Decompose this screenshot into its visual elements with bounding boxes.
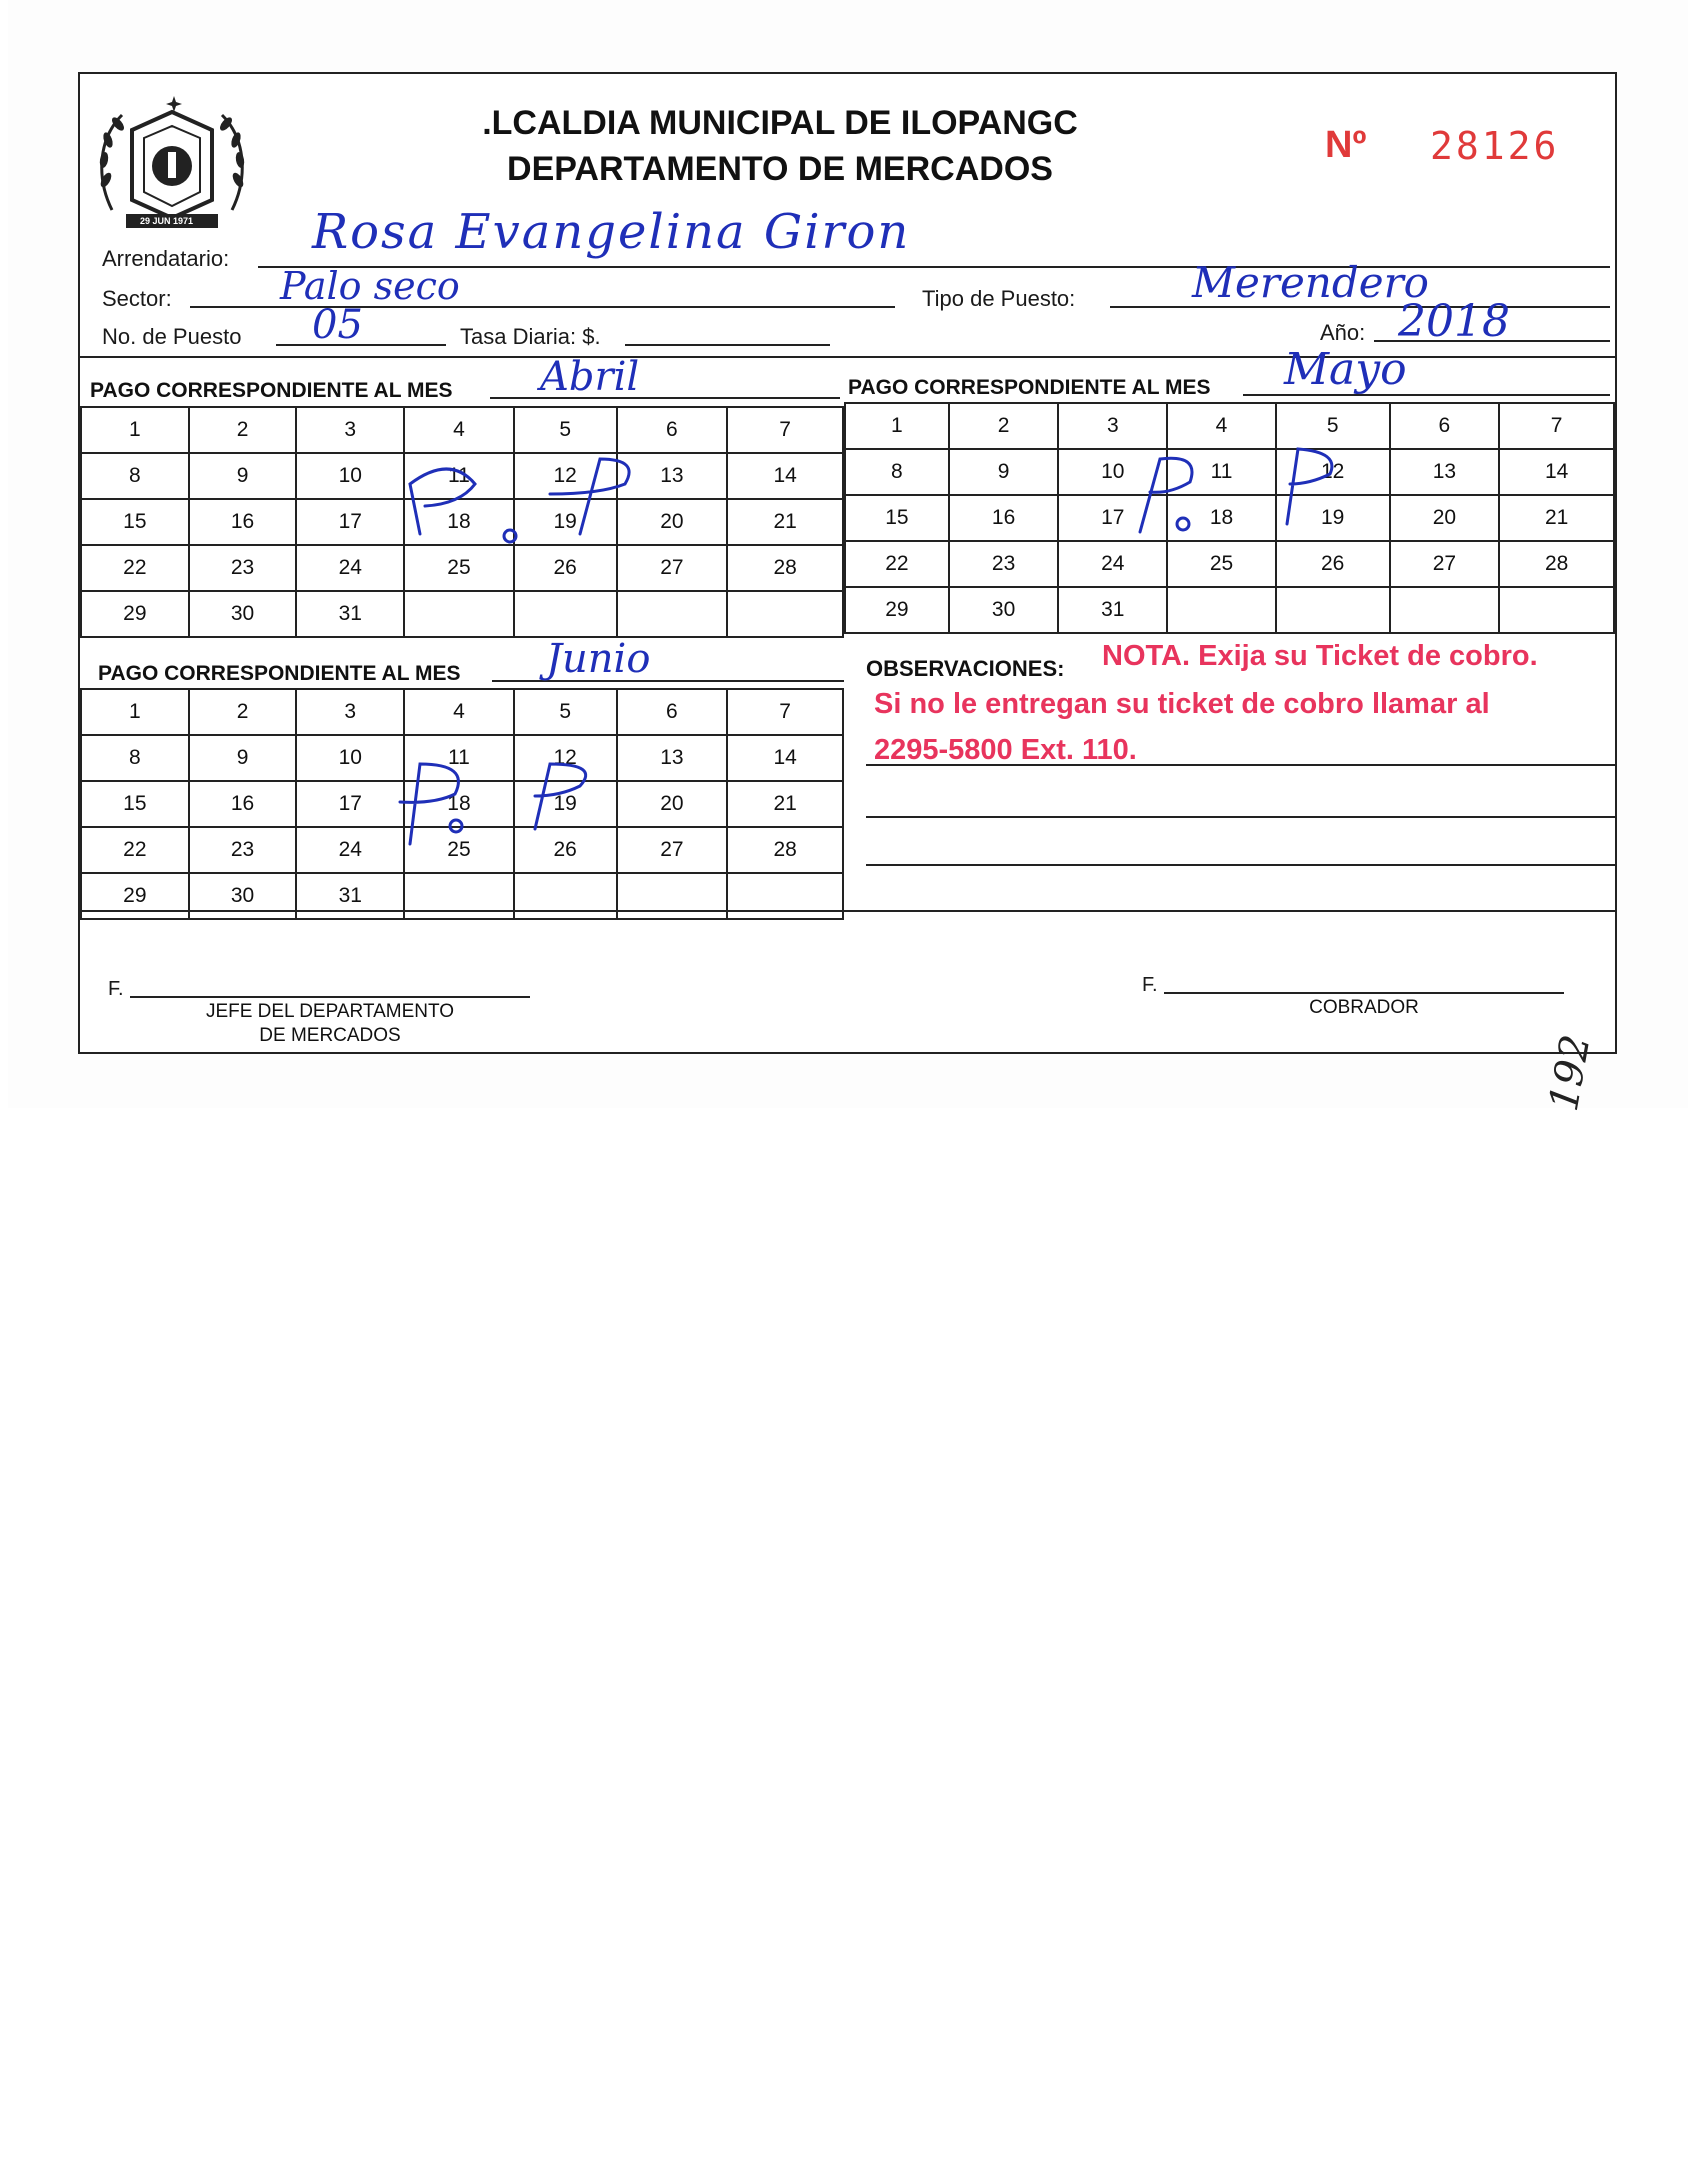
- sector-label: Sector:: [102, 286, 172, 311]
- day-cell: 19: [1276, 495, 1390, 541]
- day-cell: 20: [617, 499, 728, 545]
- day-cell: 3: [1058, 403, 1167, 449]
- day-cell: 15: [845, 495, 949, 541]
- day-cell: [617, 591, 728, 637]
- day-cell: 13: [617, 735, 728, 781]
- no-puesto-label: No. de Puesto: [102, 324, 242, 349]
- day-cell: 25: [1167, 541, 1276, 587]
- day-cell: 31: [296, 591, 404, 637]
- month3-value: Junio: [546, 636, 651, 682]
- day-cell: 16: [189, 781, 297, 827]
- month3-label: PAGO CORRESPONDIENTE AL MES: [98, 662, 461, 685]
- day-cell: 23: [949, 541, 1059, 587]
- day-cell: 6: [1390, 403, 1500, 449]
- day-cell: [1276, 587, 1390, 633]
- month2-day-grid: [844, 402, 1615, 634]
- day-cell: 14: [727, 453, 843, 499]
- day-cell: 22: [845, 541, 949, 587]
- day-cell: 24: [296, 827, 404, 873]
- receipt-number: 28126: [1430, 124, 1560, 168]
- day-cell: 26: [1276, 541, 1390, 587]
- day-cell: [1499, 587, 1614, 633]
- day-cell: [727, 591, 843, 637]
- day-cell: 27: [1390, 541, 1500, 587]
- day-cell: 2: [189, 407, 297, 453]
- day-cell: [514, 873, 617, 919]
- jefe-title-line-2: DE MERCADOS: [259, 1025, 401, 1046]
- day-cell: 18: [404, 781, 514, 827]
- day-cell: 4: [404, 689, 514, 735]
- day-cell: 7: [727, 689, 843, 735]
- day-cell: 1: [845, 403, 949, 449]
- nota-line-2: Si no le entregan su ticket de cobro llamar al: [874, 688, 1490, 720]
- day-cell: 11: [1167, 449, 1276, 495]
- day-cell: 10: [1058, 449, 1167, 495]
- jefe-signature-line: [130, 996, 530, 998]
- cobrador-signature-prefix: F.: [1142, 974, 1158, 996]
- day-cell: 25: [404, 827, 514, 873]
- day-cell: 18: [404, 499, 514, 545]
- anio-value: 2018: [1398, 296, 1510, 347]
- day-cell: 15: [81, 781, 189, 827]
- day-cell: 31: [1058, 587, 1167, 633]
- day-cell: 3: [296, 407, 404, 453]
- day-cell: [1167, 587, 1276, 633]
- day-cell: 13: [1390, 449, 1500, 495]
- day-cell: 8: [845, 449, 949, 495]
- tipo-puesto-value: Merendero: [1192, 258, 1429, 307]
- day-cell: 7: [1499, 403, 1614, 449]
- arrendatario-label: Arrendatario:: [102, 246, 230, 271]
- day-cell: 7: [727, 407, 843, 453]
- day-cell: 10: [296, 453, 404, 499]
- margin-note: 192: [1540, 1031, 1600, 1115]
- day-cell: 17: [296, 499, 404, 545]
- title-department: DEPARTAMENTO DE MERCADOS: [507, 150, 1053, 188]
- day-cell: 9: [189, 453, 297, 499]
- tasa-diaria-label: Tasa Diaria: $.: [460, 324, 601, 349]
- day-cell: 20: [617, 781, 728, 827]
- day-cell: 12: [1276, 449, 1390, 495]
- day-cell: 12: [514, 735, 617, 781]
- day-cell: 1: [81, 689, 189, 735]
- day-cell: 4: [1167, 403, 1276, 449]
- tipo-puesto-label: Tipo de Puesto:: [922, 286, 1076, 311]
- day-cell: 22: [81, 545, 189, 591]
- no-puesto-value: 05: [312, 302, 363, 348]
- day-cell: 12: [514, 453, 617, 499]
- month1-label: PAGO CORRESPONDIENTE AL MES: [90, 379, 453, 402]
- day-cell: 9: [189, 735, 297, 781]
- day-cell: [404, 591, 514, 637]
- day-cell: 5: [514, 407, 617, 453]
- day-cell: 8: [81, 453, 189, 499]
- day-cell: [514, 591, 617, 637]
- day-cell: 25: [404, 545, 514, 591]
- day-cell: 6: [617, 689, 728, 735]
- day-cell: 21: [727, 781, 843, 827]
- day-cell: 20: [1390, 495, 1500, 541]
- day-cell: 4: [404, 407, 514, 453]
- day-cell: 16: [189, 499, 297, 545]
- tasa-diaria-line: [625, 344, 830, 346]
- day-cell: 29: [81, 873, 189, 919]
- day-cell: 27: [617, 827, 728, 873]
- section-divider-bottom: [80, 910, 1615, 912]
- day-cell: 21: [727, 499, 843, 545]
- nota-line-3: 2295-5800 Ext. 110.: [874, 734, 1137, 766]
- nota-line-1: NOTA. Exija su Ticket de cobro.: [1102, 640, 1538, 672]
- anio-label: Año:: [1320, 320, 1366, 345]
- day-cell: 24: [296, 545, 404, 591]
- day-cell: 2: [189, 689, 297, 735]
- day-cell: 19: [514, 781, 617, 827]
- day-cell: 21: [1499, 495, 1614, 541]
- payment-mark-label: [80, 74, 81, 75]
- day-cell: 22: [81, 827, 189, 873]
- arrendatario-value: Rosa Evangelina Giron: [312, 204, 911, 260]
- day-cell: 6: [617, 407, 728, 453]
- day-cell: 29: [81, 591, 189, 637]
- municipal-seal-icon: [92, 90, 252, 240]
- month1-day-grid: [80, 406, 844, 638]
- day-cell: [617, 873, 728, 919]
- day-cell: 11: [404, 735, 514, 781]
- observaciones-line-1: [866, 764, 1615, 766]
- day-cell: 28: [727, 545, 843, 591]
- day-cell: 23: [189, 545, 297, 591]
- day-cell: 29: [845, 587, 949, 633]
- day-cell: 5: [1276, 403, 1390, 449]
- month1-value: Abril: [540, 354, 640, 400]
- day-cell: 17: [296, 781, 404, 827]
- receipt-card: [78, 72, 1617, 1054]
- day-cell: 14: [727, 735, 843, 781]
- day-cell: 19: [514, 499, 617, 545]
- day-cell: 17: [1058, 495, 1167, 541]
- month3-line: [492, 680, 844, 682]
- observaciones-line-3: [866, 864, 1615, 866]
- day-cell: 14: [1499, 449, 1614, 495]
- day-cell: 3: [296, 689, 404, 735]
- title-municipality: .LCALDIA MUNICIPAL DE ILOPANGC: [482, 104, 1078, 142]
- receipt-number-label: Nº: [1325, 124, 1367, 166]
- cobrador-title: COBRADOR: [1309, 997, 1419, 1018]
- observaciones-label: OBSERVACIONES:: [866, 656, 1065, 681]
- seal-date: 29 JUN 1971: [140, 216, 194, 226]
- day-cell: 24: [1058, 541, 1167, 587]
- day-cell: 26: [514, 827, 617, 873]
- day-cell: 18: [1167, 495, 1276, 541]
- day-cell: 1: [81, 407, 189, 453]
- day-cell: 23: [189, 827, 297, 873]
- day-cell: 30: [949, 587, 1059, 633]
- jefe-signature-prefix: F.: [108, 978, 124, 1000]
- month2-value: Mayo: [1284, 344, 1407, 395]
- day-cell: 13: [617, 453, 728, 499]
- day-cell: [404, 873, 514, 919]
- day-cell: 5: [514, 689, 617, 735]
- day-cell: 2: [949, 403, 1059, 449]
- day-cell: 26: [514, 545, 617, 591]
- day-cell: 30: [189, 591, 297, 637]
- day-cell: 28: [727, 827, 843, 873]
- jefe-title-line-1: JEFE DEL DEPARTAMENTO: [205, 1001, 455, 1022]
- day-cell: 30: [189, 873, 297, 919]
- day-cell: [1390, 587, 1500, 633]
- sector-value: Palo seco: [280, 264, 460, 308]
- day-cell: 16: [949, 495, 1059, 541]
- observaciones-line-2: [866, 816, 1615, 818]
- day-cell: 9: [949, 449, 1059, 495]
- day-cell: 27: [617, 545, 728, 591]
- day-cell: [727, 873, 843, 919]
- month2-label: PAGO CORRESPONDIENTE AL MES: [848, 376, 1211, 399]
- day-cell: 8: [81, 735, 189, 781]
- day-cell: 15: [81, 499, 189, 545]
- day-cell: 10: [296, 735, 404, 781]
- cobrador-signature-line: [1164, 992, 1564, 994]
- day-cell: 11: [404, 453, 514, 499]
- day-cell: 31: [296, 873, 404, 919]
- day-cell: 28: [1499, 541, 1614, 587]
- month3-day-grid: [80, 688, 844, 920]
